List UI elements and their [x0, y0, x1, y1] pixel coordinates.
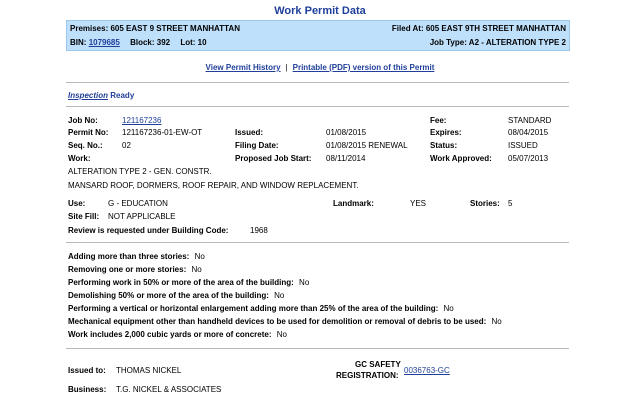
- question-label: Mechanical equipment other than handheld devices to be used for demolition or removal of debris to be used:: [68, 317, 487, 326]
- filed-at-address: Filed At: 605 EAST 9TH STREET MANHATTAN: [391, 24, 566, 33]
- question-row: [68, 330, 287, 340]
- job-no-link[interactable]: 121167236: [122, 116, 162, 125]
- work-description-line: ALTERATION TYPE 2 - GEN. CONSTR.: [68, 167, 212, 176]
- question-label: Removing one or more stories:: [68, 265, 187, 274]
- question-answer: No: [443, 304, 454, 313]
- expires-label: Expires:: [430, 128, 462, 137]
- seq-no-label: Seq. No.:: [68, 141, 103, 150]
- job-no-label: Job No:: [68, 116, 98, 125]
- gc-registration-label: REGISTRATION:: [336, 371, 399, 380]
- review-code-value: 1968: [250, 226, 268, 235]
- question-answer: No: [491, 317, 502, 326]
- fee-label: Fee:: [430, 116, 447, 125]
- fee-value: STANDARD: [508, 116, 552, 125]
- question-answer: No: [194, 252, 205, 261]
- permit-links: [0, 63, 640, 72]
- premises-address: Premises: 605 EAST 9 STREET MANHATTAN: [70, 24, 240, 33]
- divider: [66, 106, 569, 107]
- review-code-label: Review is requested under Building Code:: [68, 226, 229, 235]
- permit-no-label: Permit No:: [68, 128, 109, 137]
- link-separator: |: [285, 63, 288, 72]
- divider: [66, 82, 569, 83]
- work-description-line: MANSARD ROOF, DORMERS, ROOF REPAIR, AND WINDOW REPLACEMENT.: [68, 181, 359, 190]
- bin-label: BIN:: [70, 38, 87, 47]
- question-row: [68, 304, 454, 314]
- block-value: Block: 392: [130, 38, 171, 47]
- gc-safety-registration-link[interactable]: 0036763-GC: [404, 366, 450, 375]
- question-row: [68, 252, 205, 262]
- use-label: Use:: [68, 199, 86, 208]
- landmark-value: YES: [410, 199, 427, 208]
- divider: [66, 348, 569, 349]
- question-label: Performing a vertical or horizontal enlargement adding more than 25% of the area of the building:: [68, 304, 439, 313]
- job-type: Job Type: A2 - ALTERATION TYPE 2: [429, 38, 566, 47]
- question-answer: No: [191, 265, 202, 274]
- page-title: Work Permit Data: [274, 5, 366, 17]
- site-fill-value: NOT APPLICABLE: [108, 212, 176, 221]
- status-value: ISSUED: [508, 141, 538, 150]
- question-row: [68, 317, 502, 327]
- printable-pdf-link[interactable]: Printable (PDF) version of this Permit: [292, 63, 435, 72]
- work-approved-value: 05/07/2013: [508, 154, 549, 163]
- issued-to-value: THOMAS NICKEL: [116, 366, 182, 375]
- question-answer: No: [276, 330, 287, 339]
- gc-safety-label: GC SAFETY: [355, 360, 401, 369]
- question-label: Adding more than three stories:: [68, 252, 190, 261]
- proposed-start-value: 08/11/2014: [326, 154, 366, 163]
- work-approved-label: Work Approved:: [430, 154, 492, 163]
- work-label: Work:: [68, 154, 91, 163]
- filing-date-value: 01/08/2015 RENEWAL: [326, 141, 408, 150]
- business-label: Business:: [68, 385, 107, 394]
- lot-value: Lot: 10: [180, 38, 207, 47]
- issued-label: Issued:: [235, 128, 264, 137]
- use-value: G - EDUCATION: [108, 199, 168, 208]
- issued-value: 01/08/2015: [326, 128, 367, 137]
- question-label: Work includes 2,000 cubic yards or more of concrete:: [68, 330, 272, 339]
- landmark-label: Landmark:: [333, 199, 374, 208]
- premises-banner: [66, 20, 570, 51]
- question-row: [68, 265, 202, 275]
- issued-to-label: Issued to:: [68, 366, 106, 375]
- question-label: Demolishing 50% or more of the area of the building:: [68, 291, 269, 300]
- question-answer: No: [274, 291, 285, 300]
- stories-label: Stories:: [470, 199, 500, 208]
- question-label: Performing work in 50% or more of the area of the building:: [68, 278, 294, 287]
- permit-no-value: 121167236-01-EW-OT: [122, 128, 203, 137]
- proposed-start-label: Proposed Job Start:: [235, 154, 312, 163]
- site-fill-label: Site Fill:: [68, 212, 100, 221]
- bin-block-lot: [70, 36, 207, 49]
- stories-value: 5: [508, 199, 513, 208]
- filing-date-label: Filing Date:: [235, 141, 279, 150]
- question-answer: No: [299, 278, 310, 287]
- inspection-status: [68, 91, 134, 100]
- business-value: T.G. NICKEL & ASSOCIATES: [116, 385, 222, 394]
- status-label: Status:: [430, 141, 458, 150]
- inspection-link[interactable]: Inspection: [68, 91, 109, 100]
- divider: [66, 242, 569, 243]
- question-row: [68, 278, 309, 288]
- bin-link[interactable]: 1079685: [88, 38, 120, 47]
- inspection-ready: Ready: [110, 91, 135, 100]
- expires-value: 08/04/2015: [508, 128, 549, 137]
- view-permit-history-link[interactable]: View Permit History: [205, 63, 281, 72]
- seq-no-value: 02: [122, 141, 131, 150]
- question-row: [68, 291, 284, 301]
